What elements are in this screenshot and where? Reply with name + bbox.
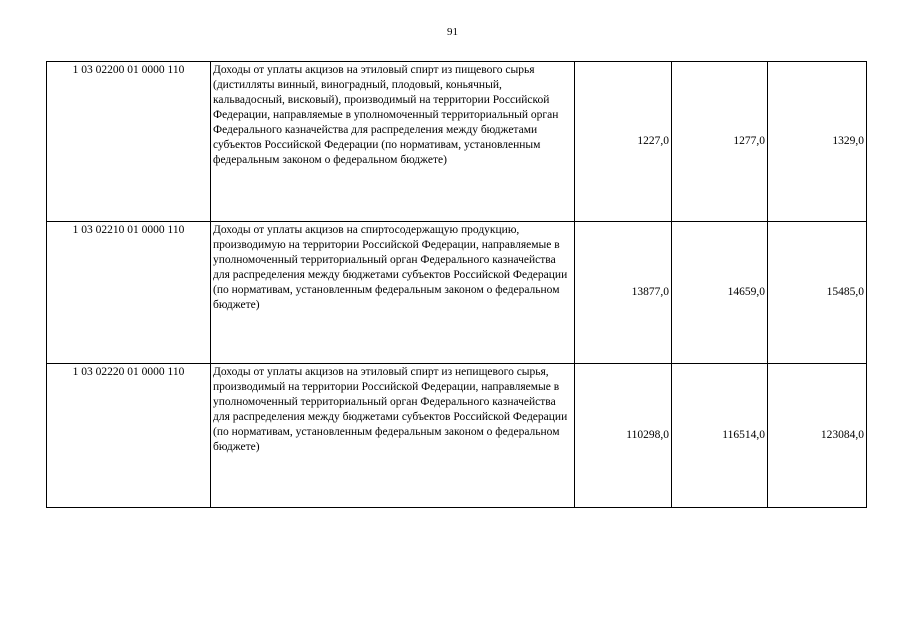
value-year-1-cell: 1227,0	[575, 62, 672, 222]
value-year-3-cell: 123084,0	[768, 364, 867, 508]
page-number: 91	[447, 26, 458, 38]
value-year-1-cell: 110298,0	[575, 364, 672, 508]
value-year-2-cell: 1277,0	[672, 62, 768, 222]
value-year-3-cell: 1329,0	[768, 62, 867, 222]
budget-code-cell: 1 03 02210 01 0000 110	[47, 222, 211, 364]
value-year-1-cell: 13877,0	[575, 222, 672, 364]
budget-code-cell: 1 03 02200 01 0000 110	[47, 62, 211, 222]
budget-code-cell: 1 03 02220 01 0000 110	[47, 364, 211, 508]
table-row	[47, 62, 867, 222]
description-cell: Доходы от уплаты акцизов на этиловый спирт из непищевого сырья, производимый на территории Российской Федерации, направляемые в уполномоченный территориальный орган Федерального казначейства для распределения между бюджетами субъектов Российской Федерации (по нормативам, установленным федеральным законом о федеральном бюджете)	[211, 364, 575, 508]
table-row	[47, 364, 867, 508]
value-year-2-cell: 14659,0	[672, 222, 768, 364]
description-cell: Доходы от уплаты акцизов на этиловый спирт из пищевого сырья (дистилляты винный, виноградный, плодовый, коньячный, кальвадосный, висковый), производимый на территории Российской Федерации, направляемые в уполномоченный территориальный орган Федерального казначейства для распределения между бюджетами субъектов Российской Федерации (по нормативам, установленным федеральным законом о федеральном бюджете)	[211, 62, 575, 222]
description-cell: Доходы от уплаты акцизов на спиртосодержащую продукцию, производимую на территории Российской Федерации, направляемые в уполномоченный территориальный орган Федерального казначейства для распределения между бюджетами субъектов Российской Федерации (по нормативам, установленным федеральным законом о федеральном бюджете)	[211, 222, 575, 364]
table-row	[47, 222, 867, 364]
value-year-3-cell: 15485,0	[768, 222, 867, 364]
revenue-table	[46, 61, 867, 508]
value-year-2-cell: 116514,0	[672, 364, 768, 508]
